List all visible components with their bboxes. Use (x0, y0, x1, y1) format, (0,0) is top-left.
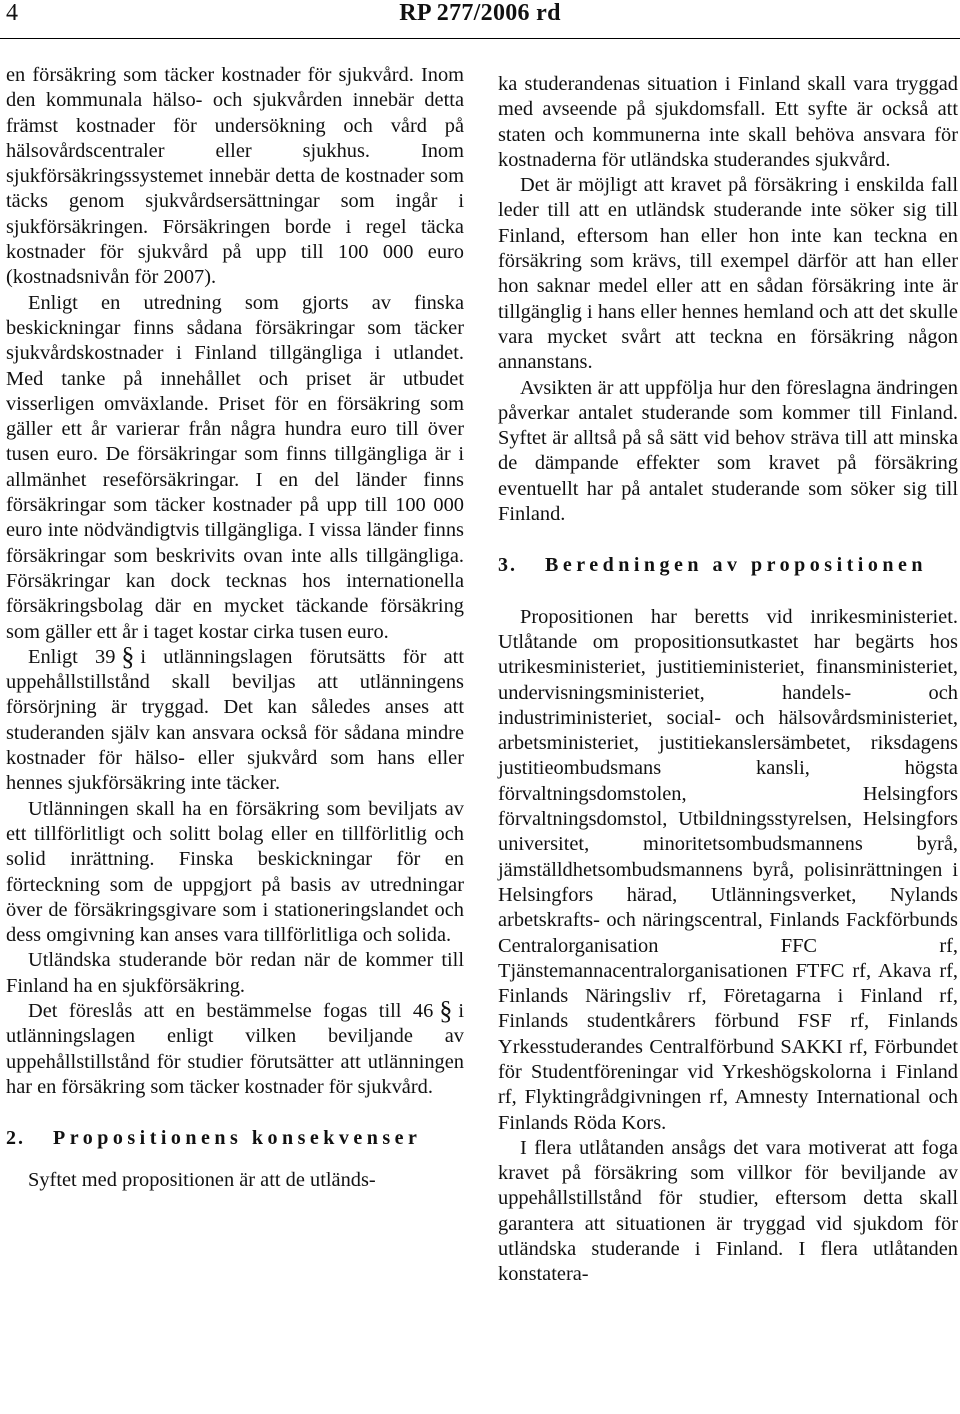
left-paragraph-6 (6, 995, 464, 1100)
spacer (498, 527, 958, 553)
right-paragraph-4: Propositionen har beretts vid inrikesministeriet. Utlåtande om propositionsutkastet har begärts hos utrikesministeriet, justitieministeriet, finansministeriet, undervisningsministeriet, handels- och industriministeriet, social- och hälsovårdsministeriet, arbetsministeriet, justitiekanslersämbetet, riksdagens justitieombudsmans kansli, högsta förvaltningsdomstolen, Helsingfors förvaltningsdomstol, Utbildningsstyrelsen, Helsingfors universitet, minoritetsombudsmannens byrå, jämställdhetsombudsmannens byrå, polisinrättningen i Helsingfors härad, Utlänningsverket, Nylands arbetskrafts- och näringscentral, Finlands Fackförbunds Centralorganisation FFC rf, Tjänstemannacentralorganisationen FTFC rf, Akava rf, Finlands Näringsliv rf, Företagarna i Finland rf, Finlands studentkårers förbund FSF rf, Finlands Yrkesstuderandes Centralförbund SAKKI rf, Förbundet för Studentföreningar vid Yrkeshögskolorna i Finland rf, Flyktingrådgivningen rf, Amnesty International och Finlands Röda Kors. (498, 605, 958, 1134)
left-paragraph-6-rest: i utlänningslagen enligt vilken beviljande av uppehållstillstånd för studier förutsätter att utlänningen har en försäkring som täcker kostnader för sjukvård. (6, 999, 464, 1098)
right-paragraph-5: I flera utlåtanden ansågs det vara motiverat att foga kravet på försäkring som villkor för beviljande av uppehållstillstånd för studier, eftersom detta skall garantera att situationen är tryggad vid sjukdom för utländska studerande i Finland. I flera utlåtanden konstatera- (498, 1136, 958, 1286)
header-rule (0, 38, 960, 39)
left-paragraph-6-start: Det föreslås att en bestämmelse fogas till 46 (28, 999, 434, 1022)
spacer (6, 1151, 464, 1168)
right-column (498, 72, 958, 1288)
section-sign: § (439, 995, 453, 1025)
left-paragraph-3 (6, 641, 464, 797)
left-paragraph-2: Enligt en utredning som gjorts av finska beskickningar finns sådana försäkringar som täcker sjukvårdskostnader i Finland tillgängliga i utlandet. Med tanke på innehållet och priset är utbudet visserligen omväxlande. Priset för en försäkring som gäller ett år varierar från några hundra euro till över tusen euro. De försäkringar som finns tillgängliga är i allmänhet reseförsäkringar. I en del länder finns försäkringar som täcker kostnader på upp till 100 000 euro inte nödvändigtvis tillgängliga. I vissa länder finns försäkringar som beskrivits ovan inte alls tillgängliga. Försäkringar kan dock tecknas hos internationella försäkringsbolag där en mycket täckande försäkring som gäller ett år i taget kostar cirka tusen euro. (6, 291, 464, 643)
page-number: 4 (6, 0, 18, 26)
left-paragraph-1: en försäkring som täcker kostnader för sjukvård. Inom den kommunala hälso- och sjukvården innebär detta främst kostnader för undersökning och vård på hälsovårdscentraler eller sjukhus. Inom sjukförsäkringssystemet innebär detta de kostnader som täcks genom sjukvårdsersättningar som ingår i sjukförsäkringen. Försäkringen borde i regel täcka kostnader för sjukvård på upp till 100 000 euro (kostnadsnivån för 2007). (6, 64, 464, 289)
spacer (498, 579, 958, 605)
section-2-heading (6, 1126, 464, 1151)
page-header (0, 0, 960, 36)
section-sign: § (121, 641, 135, 671)
section-2-number: 2. (6, 1127, 25, 1150)
right-paragraph-3: Avsikten är att uppfölja hur den föreslagna ändringen påverkar antalet studerande som kommer till Finland. Syftet är alltså på så sätt vid behov sträva till att minska de dämpande effekter som kravet på försäkring eventuellt har på antalet studerande som söker sig till Finland. (498, 376, 958, 526)
spacer (6, 1100, 464, 1126)
left-paragraph-4: Utlänningen skall ha en försäkring som beviljats av ett tillförlitligt och solitt bolag eller en tillförlitlig och solid inrättning. Finska beskickningar för en förteckning som de uppgjort på basis av utredningar över de försäkringsgivare som i stationeringslandet och dess omgivning kan anses vara tillförlitliga och solida. (6, 797, 464, 947)
left-paragraph-5: Utländska studerande bör redan när de kommer till Finland ha en sjukförsäkring. (6, 949, 464, 997)
section-3-heading (498, 553, 958, 578)
section-3-title: Beredningen av propositionen (545, 554, 927, 577)
section-2-title: Propositionens konsekvenser (53, 1127, 422, 1150)
left-paragraph-3-start: Enligt 39 (28, 645, 116, 668)
right-paragraph-2: Det är möjligt att kravet på försäkring i enskilda fall leder till att en utländsk studerande inte söker sig till Finland, eftersom han eller hon inte kan teckna en försäkring som krävs, till exempel därför att han eller hon saknar medel eller att en sådan försäkring inte är tillgänglig i hans eller hennes hemland och att det skulle vara mycket svårt att teckna en försäkring någon annanstans. (498, 174, 958, 374)
running-title: RP 277/2006 rd (399, 0, 561, 26)
left-paragraph-3-rest: i utlänningslagen förutsätts för att uppehållstillstånd skall beviljas att utlänningens försörjning är tryggad. Det kan således anses att studeranden själv kan ansvara också för sådana mindre kostnader för hälso- eller sjukvård som hans eller hennes sjukförsäkring inte täcker. (6, 645, 464, 795)
section-3-number: 3. (498, 554, 517, 577)
left-column (6, 63, 464, 1194)
left-paragraph-7: Syftet med propositionen är att de utländs- (28, 1169, 376, 1192)
right-paragraph-1: ka studerandenas situation i Finland skall vara tryggad med avseende på sjukdomsfall. Ett syfte är också att staten och kommunerna inte skall behöva ansvara för kostnaderna för utländska studerandes sjukvård. (498, 73, 958, 171)
